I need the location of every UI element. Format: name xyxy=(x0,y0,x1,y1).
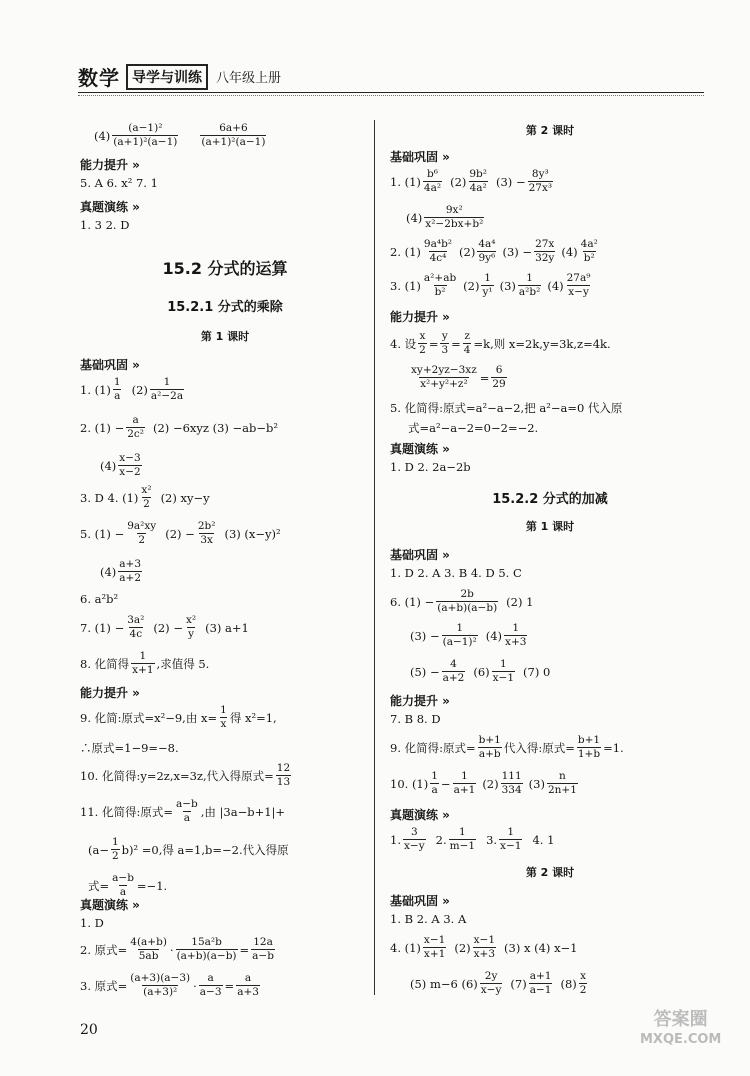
column-divider xyxy=(374,120,375,995)
answer-line: (3) − $\frac{1}{\text{(a−1)²}}$ (4) $\frac{1}{x+3}$ xyxy=(410,622,527,648)
answer-line: 5. 化简得:原式=a²−a−2,把 a²−a=0 代入原 xyxy=(390,401,623,415)
answer-line: 2. 原式= $\frac{4(a+b)}{5ab}$ · $\frac{\text{15a²b}}{(a+b)(a-b)}$ = $\frac{12a}{a-b}$ xyxy=(80,936,274,962)
answer-line: 3. D 4. (1) $\frac{\text{x²}}{2}$ (2) xy−y xyxy=(80,484,210,510)
answer-line: 10. 化简得:y=2z,x=3z,代入得原式= $\frac{12}{13}$ xyxy=(80,762,291,788)
answer-line: (5) m−6 (6) $\frac{2y}{x-y}$ (7) $\frac{a+1}{a-1}$ (8) $\frac{x}{2}$ xyxy=(410,970,587,996)
section-real-exam: 真题演练 » xyxy=(80,200,140,214)
section-basic: 基础巩固 » xyxy=(390,150,450,164)
answer-line: (4) $\frac{\text{(a−1)²}}{\text{(a+1)²(a−1)}}$ $\frac{6a+6}{\text{(a+1)²(a−1)}}$ xyxy=(94,122,266,148)
header-dotted-rule xyxy=(78,95,704,96)
answer-line: 4. (1) $\frac{x-1}{x+1}$ (2) $\frac{x-1}{x+3}$ (3) x (4) x−1 xyxy=(390,934,578,960)
lesson-label: 第 2 课时 xyxy=(525,866,575,879)
answer-line: (5) − $\frac{4}{a+2}$ (6) $\frac{1}{x-1}$ (7) 0 xyxy=(410,658,551,684)
answer-line: 11. 化简得:原式= $\frac{a-b}{a}$ ,由 |3a−b+1|+ xyxy=(80,798,286,824)
answer-line: (4) $\frac{a+3}{a+2}$ xyxy=(100,558,142,584)
answer-line: 4. 设 $\frac{x}{2}$ = $\frac{y}{3}$ = $\frac{z}{4}$ =k,则 x=2k,y=3k,z=4k. xyxy=(390,330,611,356)
lesson-label: 第 1 课时 xyxy=(525,520,575,533)
subsection-title: 15.2.2 分式的加减 xyxy=(492,492,608,507)
page-number: 20 xyxy=(80,1022,98,1038)
section-ability: 能力提升 » xyxy=(80,158,140,172)
answer-line: 5. (1) − $\frac{\text{9a²xy}}{2}$ (2) − $\frac{\text{2b²}}{3x}$ (3) (x−y)² xyxy=(80,520,281,546)
answer-line: 1. $\frac{3}{x-y}$ 2. $\frac{1}{m-1}$ 3. $\frac{1}{x-1}$ 4. 1 xyxy=(390,826,555,852)
series-title: 导学与训练 xyxy=(126,64,208,90)
section-ability: 能力提升 » xyxy=(390,310,450,324)
section-ability: 能力提升 » xyxy=(390,694,450,708)
answer-line: 3. 原式= $\frac{(a+3)(a-3)}{\text{(a+3)²}}$ · $\frac{a}{a-3}$ = $\frac{a}{a+3}$ xyxy=(80,972,259,998)
section-real-exam: 真题演练 » xyxy=(390,442,450,456)
page-header xyxy=(78,62,704,92)
header-rule xyxy=(78,92,704,93)
section-basic: 基础巩固 » xyxy=(80,358,140,372)
section-title: 15.2 分式的运算 xyxy=(162,259,288,278)
section-ability: 能力提升 » xyxy=(80,686,140,700)
section-basic: 基础巩固 » xyxy=(390,894,450,908)
answer-line: 1. D 2. A 3. B 4. D 5. C xyxy=(390,566,522,580)
answer-line: 1. B 2. A 3. A xyxy=(390,912,467,926)
answer-line: 1. 3 2. D xyxy=(80,218,130,232)
answer-line: $\frac{xy+2yz-3xz}{\text{x²+y²+z²}}$ = $\frac{6}{29}$ xyxy=(411,364,506,390)
answer-line: 6. (1) − $\frac{2b}{(a+b)(a-b)}$ (2) 1 xyxy=(390,588,534,614)
answer-line: 10. (1) $\frac{1}{a}$ − $\frac{1}{a+1}$ (2) $\frac{111}{334}$ (3) $\frac{n}{2n+1}$ xyxy=(390,770,577,796)
answer-line: 7. (1) − $\frac{\text{3a²}}{4c}$ (2) − $\frac{\text{x²}}{y}$ (3) a+1 xyxy=(80,614,249,640)
answer-line: 1. D 2. 2a−2b xyxy=(390,460,471,474)
watermark-line: MXQE.COM xyxy=(640,1032,722,1047)
answer-line: (a− $\frac{1}{2}$ b)² =0,得 a=1,b=−2.代入得原 xyxy=(88,836,289,862)
answer-line: 1. (1) $\frac{\text{b⁶}}{\text{4a²}}$ (2) $\frac{\text{9b²}}{\text{4a²}}$ (3) − $\frac{\text{8y³}}{\text{27x³}}$ xyxy=(390,168,553,194)
answer-line: 7. B 8. D xyxy=(390,712,441,726)
answer-line: (4) $\frac{\text{9x²}}{\text{x²−2bx+b²}}$ xyxy=(406,204,484,230)
grade-label: 八年级上册 xyxy=(216,71,282,86)
answer-line: (4) $\frac{x-3}{x-2}$ xyxy=(100,452,141,478)
answer-line: 6. a²b² xyxy=(80,592,119,606)
answer-line: 1. (1) $\frac{1}{a}$ (2) $\frac{1}{\text{a²−2a}}$ xyxy=(80,376,184,402)
answer-line: 9. 化简:原式=x²−9,由 x= $\frac{1}{x}$ 得 x²=1, xyxy=(80,704,277,730)
subsection-title: 15.2.1 分式的乘除 xyxy=(167,300,283,315)
answer-line: ∴原式=1−9=−8. xyxy=(80,741,179,755)
answer-line: 5. A 6. x² 7. 1 xyxy=(80,176,158,190)
lesson-label: 第 2 课时 xyxy=(525,124,575,137)
answer-line: 1. D xyxy=(80,916,104,930)
subject-title: 数学 xyxy=(78,66,120,90)
section-real-exam: 真题演练 » xyxy=(390,808,450,822)
answer-line: 式= $\frac{a-b}{a}$ =−1. xyxy=(88,872,168,898)
section-basic: 基础巩固 » xyxy=(390,548,450,562)
answer-line: 9. 化简得:原式= $\frac{b+1}{a+b}$ 代入得:原式= $\frac{b+1}{1+b}$ =1. xyxy=(390,734,624,760)
answer-line: 2. (1) $\frac{\text{9a⁴b²}}{\text{4c⁴}}$ (2) $\frac{\text{4a⁴}}{\text{9y⁶}}$ (3) − $\frac{27x}{32y}$ (4) $\frac{\text{4a²}}{\text{b²}}$ xyxy=(390,238,598,264)
watermark-line: 答案圈 xyxy=(653,1009,708,1030)
answer-line: 8. 化简得 $\frac{1}{x+1}$ ,求值得 5. xyxy=(80,650,210,676)
answer-line: 2. (1) − $\frac{a}{\text{2c²}}$ (2) −6xyz (3) −ab−b² xyxy=(80,414,279,440)
lesson-label: 第 1 课时 xyxy=(200,330,250,343)
answer-line: 3. (1) $\frac{\text{a²+ab}}{\text{b²}}$ (2) $\frac{1}{\text{y¹}}$ (3) $\frac{1}{\text{a²b²}}$ (4) $\frac{\text{27a⁹}}{x-y}$ xyxy=(390,272,591,298)
section-real-exam: 真题演练 » xyxy=(80,898,140,912)
answer-line: 式=a²−a−2=0−2=−2. xyxy=(408,421,539,435)
watermark-logo xyxy=(640,1010,721,1050)
